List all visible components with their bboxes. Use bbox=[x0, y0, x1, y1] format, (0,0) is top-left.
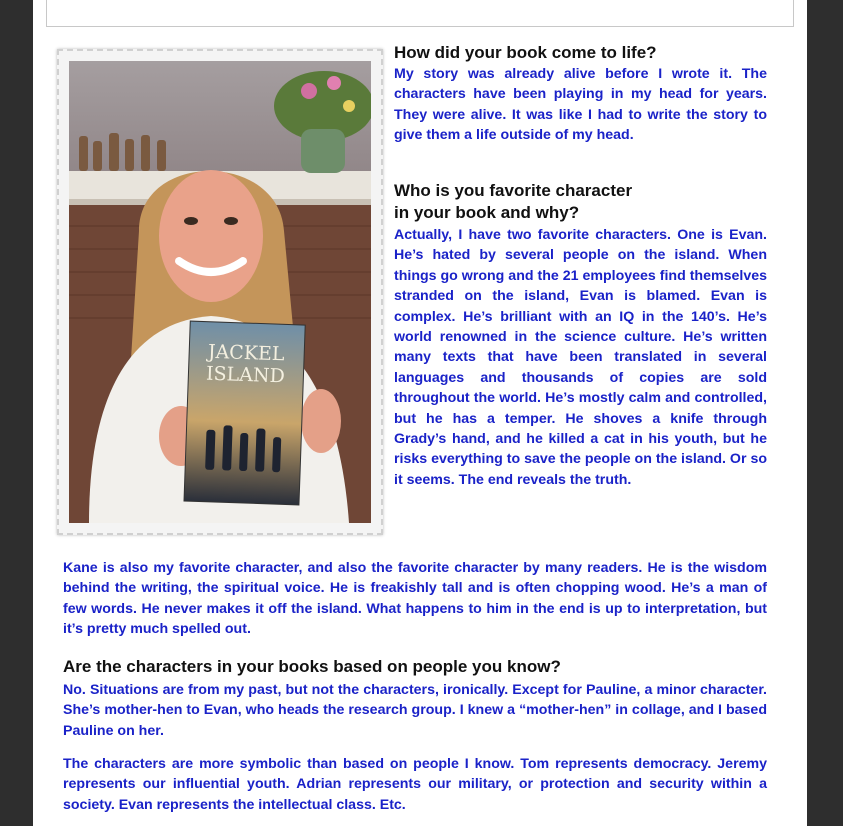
window-frame-left bbox=[0, 0, 33, 826]
question-favorite-character-line1: Who is you favorite character bbox=[394, 181, 633, 200]
answer-characters-symbolic: The characters are more symbolic than based on people I know. Tom represents democracy. Jeremy represents our influential youth. Adrian represents our military, or protection and security within a society. Evan represents the intellectual class. Etc. bbox=[63, 756, 767, 813]
book-title-line2: ISLAND bbox=[205, 362, 286, 388]
book-title-line1: JACKEL bbox=[207, 340, 285, 366]
answer-favorite-character-kane: Kane is also my favorite character, and also the favorite character by many readers. He is the wisdom behind the writing, the spiritual voice. He is freakishly tall and is often chopping wood. He’s a man of few words. He never makes it off the island. What happens to him in the end is up to interpretation, but it’s pretty much spelled out. bbox=[63, 560, 767, 638]
question-book-came-to-life: How did your book come to life? bbox=[394, 43, 657, 62]
article-page bbox=[33, 0, 807, 826]
question-characters-based-on-people: Are the characters in your books based on people you know? bbox=[63, 657, 561, 676]
window-frame-right bbox=[807, 0, 843, 826]
question-favorite-character-line2: in your book and why? bbox=[394, 203, 580, 222]
answer-favorite-character-evan: Actually, I have two favorite characters. One is Evan. He’s hated by several people on the island. When things go wrong and the 21 employees find themselves stranded on the island, Evan is blamed. Evan is complex. He’s brilliant with an IQ in the 140’s. He’s world renowned in the science culture. He’s written many texts that have been translated in several languages and thousands of copies are sold throughout the world. He’s mostly calm and controlled, but he has a temper. He shoves a knife through Grady’s hand, and he killed a cat in his youth, but he risks everything to save the people on the island. Or so it seems. The end reveals the truth. bbox=[394, 227, 767, 488]
author-photo-illustration bbox=[69, 61, 371, 523]
author-photo-frame bbox=[57, 49, 383, 535]
header-box bbox=[46, 0, 794, 27]
answer-book-came-to-life: My story was already alive before I wrote it. The characters have been playing in my head for years. They were alive. It was like I had to write the story to give them a life outside of my head. bbox=[394, 66, 767, 144]
author-photo bbox=[69, 61, 371, 523]
answer-characters-based-on-people: No. Situations are from my past, but not the characters, ironically. Except for Pauline, a minor character. She’s mother-hen to Evan, who heads the research group. I knew a “mother-hen” in collage, and I based Pauline on her. bbox=[63, 682, 767, 739]
